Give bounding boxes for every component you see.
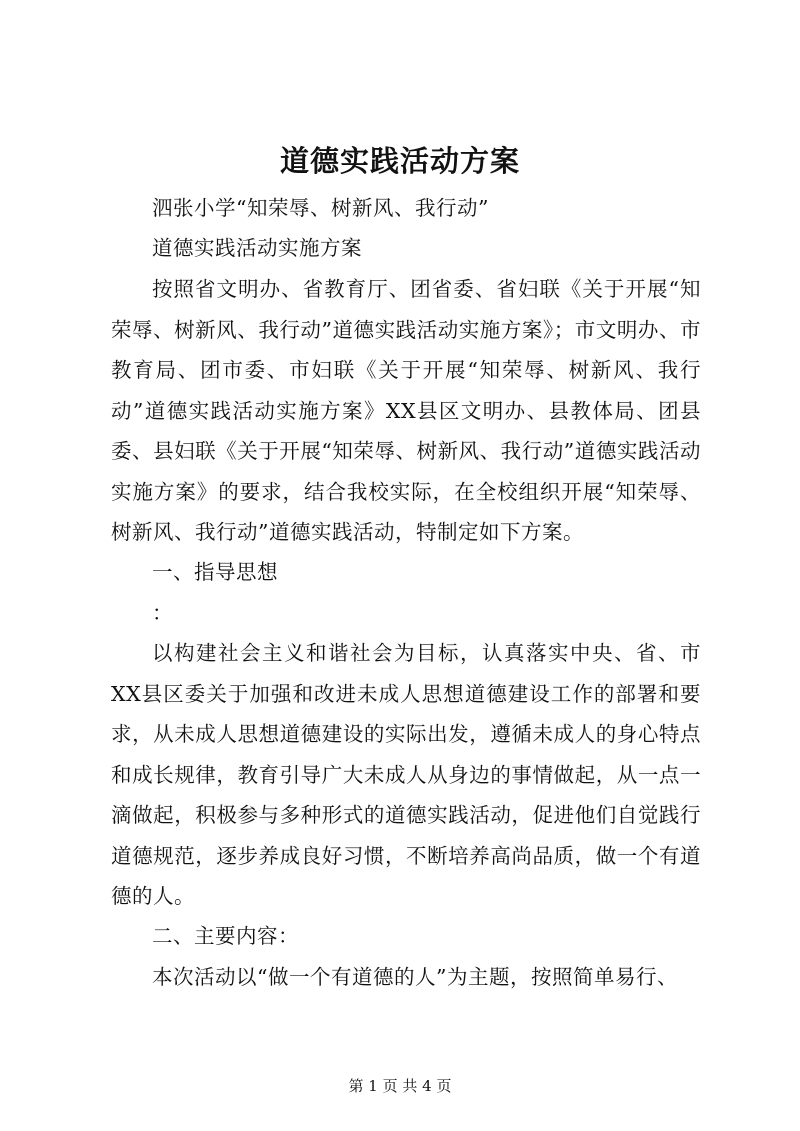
- subtitle-implementation-plan: 道德实践活动实施方案: [152, 236, 362, 260]
- main-content-paragraph: 本次活动以“做一个有道德的人”为主题，按照简单易行、: [152, 965, 678, 989]
- colon-line: ：: [152, 601, 173, 625]
- intro-paragraph: 按照省文明办、省教育厅、团省委、省妇联《关于开展“知荣辱、树新风、我行动”道德实践活动实施方案》；市文明办、市教育局、团市委、市妇联《关于开展“知荣辱、树新风、我行动”道德实践活动实施方案》XX县区文明办、县教体局、团县委、县妇联《关于开展“知荣辱、树新风、我行动”道德实践活动实施方案》的要求，结合我校实际，在全校组织开展“知荣辱、树新风、我行动”道德实践活动，特制定如下方案。: [111, 277, 701, 544]
- subtitle-school-campaign: 泗张小学“知荣辱、树新风、我行动”: [152, 196, 489, 220]
- document-title: 道德实践活动方案: [279, 144, 520, 178]
- section-heading-guiding-ideology: 一、指导思想: [152, 560, 278, 584]
- page-footer: 第 1 页 共 4 页: [348, 1077, 452, 1095]
- section-heading-main-content: 二、主要内容：: [152, 924, 299, 948]
- guiding-ideology-paragraph: 以构建社会主义和谐社会为目标，认真落实中央、省、市XX县区委关于加强和改进未成人思想道德建设工作的部署和要求，从未成人思想道德建设的实际出发，遵循未成人的身心特点和成长规律，教育引导广大未成人从身边的事情做起，从一点一滴做起，积极参与多种形式的道德实践活动，促进他们自觉践行道德规范，逐步养成良好习惯，不断培养高尚品质，做一个有道德的人。: [111, 641, 701, 908]
